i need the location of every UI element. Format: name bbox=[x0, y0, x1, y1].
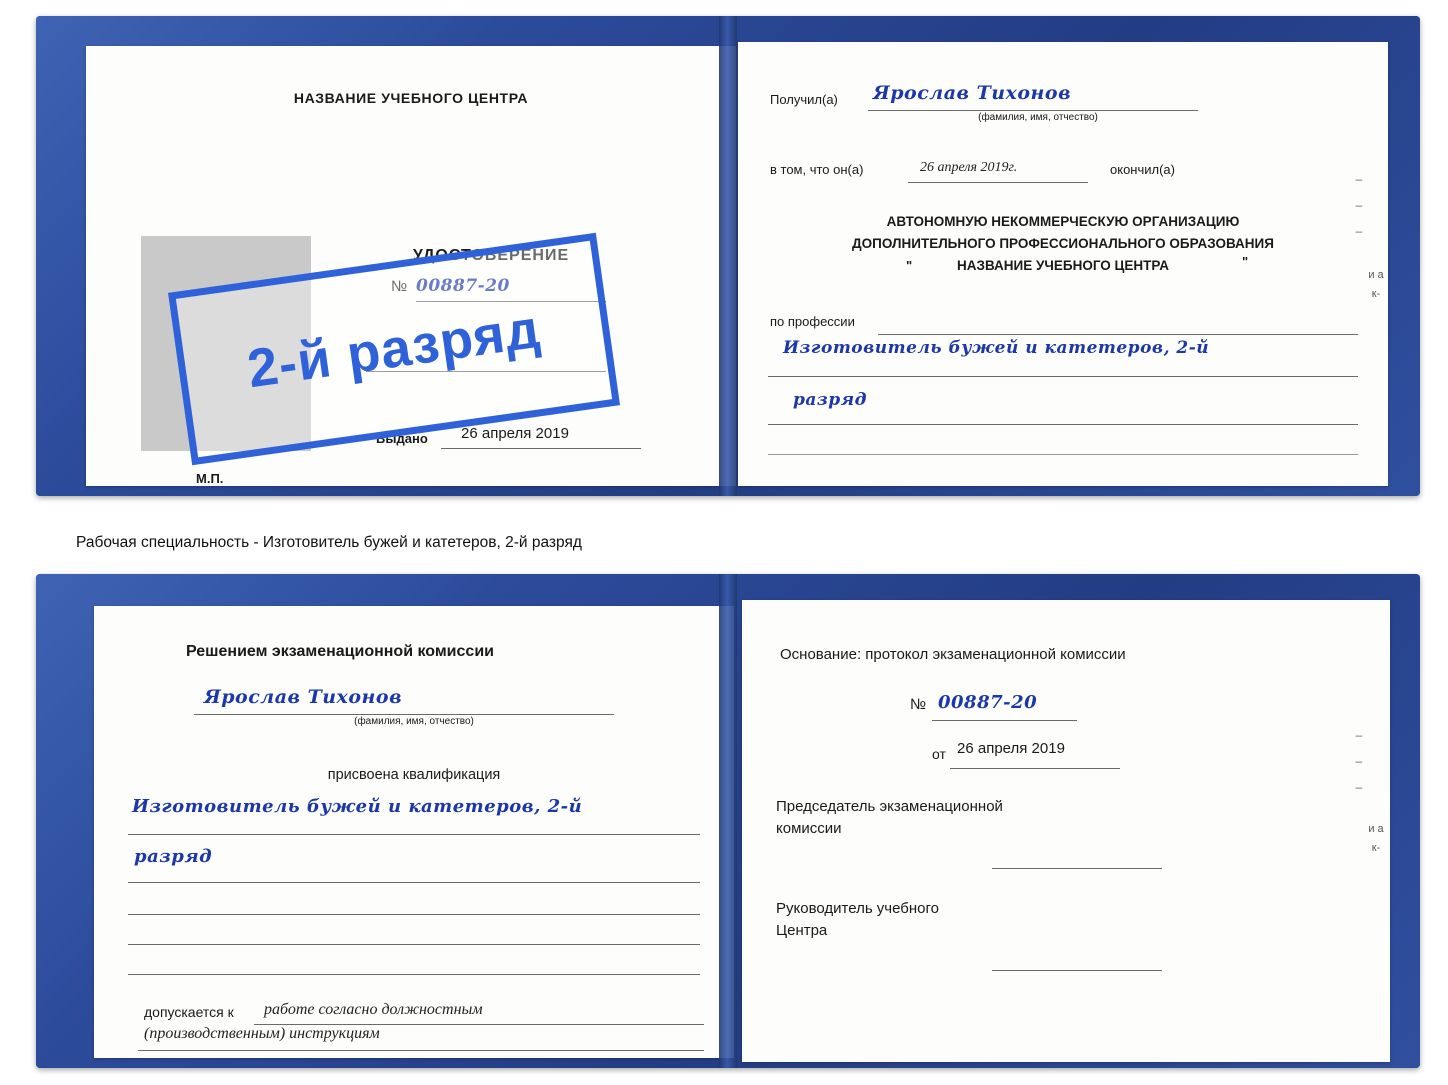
document-title: УДОСТОВЕРЕНИЕ bbox=[412, 247, 570, 264]
allowed-rule-2 bbox=[138, 1050, 704, 1051]
finished-label: окончил(а) bbox=[1110, 162, 1175, 177]
received-name: Ярослав Тихонов bbox=[873, 82, 1072, 104]
certificate-number: 00887-20 bbox=[416, 276, 510, 296]
qualification-rule-1 bbox=[128, 834, 700, 835]
profession-rule-0 bbox=[878, 334, 1358, 335]
issued-label: Выдано bbox=[376, 431, 428, 446]
allowed-label: допускается к bbox=[144, 1004, 234, 1020]
received-hint: (фамилия, имя, отчество) bbox=[978, 112, 1098, 123]
qualification-rule-2 bbox=[128, 882, 700, 883]
received-label: Получил(а) bbox=[770, 92, 838, 107]
head-label-line-1: Руководитель учебного bbox=[776, 900, 939, 917]
head-signature-rule bbox=[992, 970, 1162, 971]
profession-rule-3 bbox=[768, 454, 1358, 455]
qualification-line-1: Изготовитель бужей и катетеров, 2-й bbox=[132, 796, 583, 817]
organization-line-2: ДОПОЛНИТЕЛЬНОГО ПРОФЕССИОНАЛЬНОГО ОБРАЗОВАНИЯ bbox=[852, 236, 1274, 251]
head-label-line-2: Центра bbox=[776, 922, 828, 939]
protocol-number: 00887-20 bbox=[938, 692, 1038, 713]
certificate-bottom-left-page bbox=[94, 606, 734, 1058]
student-name: Ярослав Тихонов bbox=[204, 686, 403, 708]
qualification-rule-5 bbox=[128, 974, 700, 975]
basis-label: Основание: протокол экзаменационной комиссии bbox=[780, 646, 1126, 663]
issued-date: 26 апреля 2019 bbox=[461, 425, 569, 442]
organization-quote-close: " bbox=[1242, 254, 1249, 269]
received-rule bbox=[868, 110, 1198, 111]
qualification-label: присвоена квалификация bbox=[327, 767, 501, 783]
page-edge-dashes-bottom: – – – bbox=[1355, 728, 1363, 794]
certificate-bottom-book bbox=[36, 574, 1420, 1068]
issued-rule bbox=[441, 448, 641, 449]
that-he-label: в том, что он(а) bbox=[770, 162, 864, 177]
chairman-signature-rule bbox=[992, 868, 1162, 869]
profession-rule-1 bbox=[768, 376, 1358, 377]
from-date: 26 апреля 2019 bbox=[957, 740, 1065, 757]
number-symbol: № bbox=[391, 278, 408, 295]
profession-rule-2 bbox=[768, 424, 1358, 425]
qualification-rule-4 bbox=[128, 944, 700, 945]
page-edge-letters-top: и а к- bbox=[1368, 269, 1384, 300]
page-edge-letters-bottom: и а к- bbox=[1368, 823, 1384, 854]
qualification-line-2: разряд bbox=[134, 846, 213, 867]
student-name-hint: (фамилия, имя, отчество) bbox=[354, 716, 474, 727]
chairman-label-line-1: Председатель экзаменационной bbox=[776, 798, 1003, 815]
student-name-rule bbox=[194, 714, 614, 715]
finish-date-rule bbox=[908, 182, 1088, 183]
organization-line-1: АВТОНОМНУЮ НЕКОММЕРЧЕСКУЮ ОРГАНИЗАЦИЮ bbox=[886, 214, 1240, 229]
from-date-rule bbox=[950, 768, 1120, 769]
certificate-top-right-page bbox=[738, 42, 1388, 486]
rank-watermark-text: 2-й разряд bbox=[243, 298, 545, 400]
allowed-value-line-1: работе согласно должностным bbox=[264, 1001, 483, 1018]
finish-date: 26 апреля 2019г. bbox=[920, 160, 1018, 175]
certificate-bottom-right-page bbox=[742, 600, 1390, 1062]
protocol-number-rule bbox=[932, 720, 1077, 721]
from-label: от bbox=[932, 746, 946, 762]
qualification-rule-3 bbox=[128, 914, 700, 915]
allowed-value-line-2: (производственным) инструкциям bbox=[144, 1025, 380, 1042]
profession-value-line-2: разряд bbox=[793, 390, 867, 410]
page-caption: Рабочая специальность - Изготовитель бужей и катетеров, 2-й разряд bbox=[76, 534, 582, 551]
profession-value-line-1: Изготовитель бужей и катетеров, 2-й bbox=[783, 338, 1210, 358]
organization-name: НАЗВАНИЕ УЧЕБНОГО ЦЕНТРА bbox=[957, 258, 1169, 273]
protocol-number-symbol: № bbox=[910, 696, 927, 713]
page-edge-dashes-top: – – – bbox=[1355, 172, 1363, 238]
commission-decision-heading: Решением экзаменационной комиссии bbox=[186, 643, 494, 660]
seal-label: М.П. bbox=[196, 471, 224, 486]
profession-label: по профессии bbox=[770, 314, 855, 329]
training-center-name: НАЗВАНИЕ УЧЕБНОГО ЦЕНТРА bbox=[293, 90, 529, 106]
organization-quote-open: " bbox=[906, 258, 913, 273]
chairman-label-line-2: комиссии bbox=[776, 820, 842, 837]
